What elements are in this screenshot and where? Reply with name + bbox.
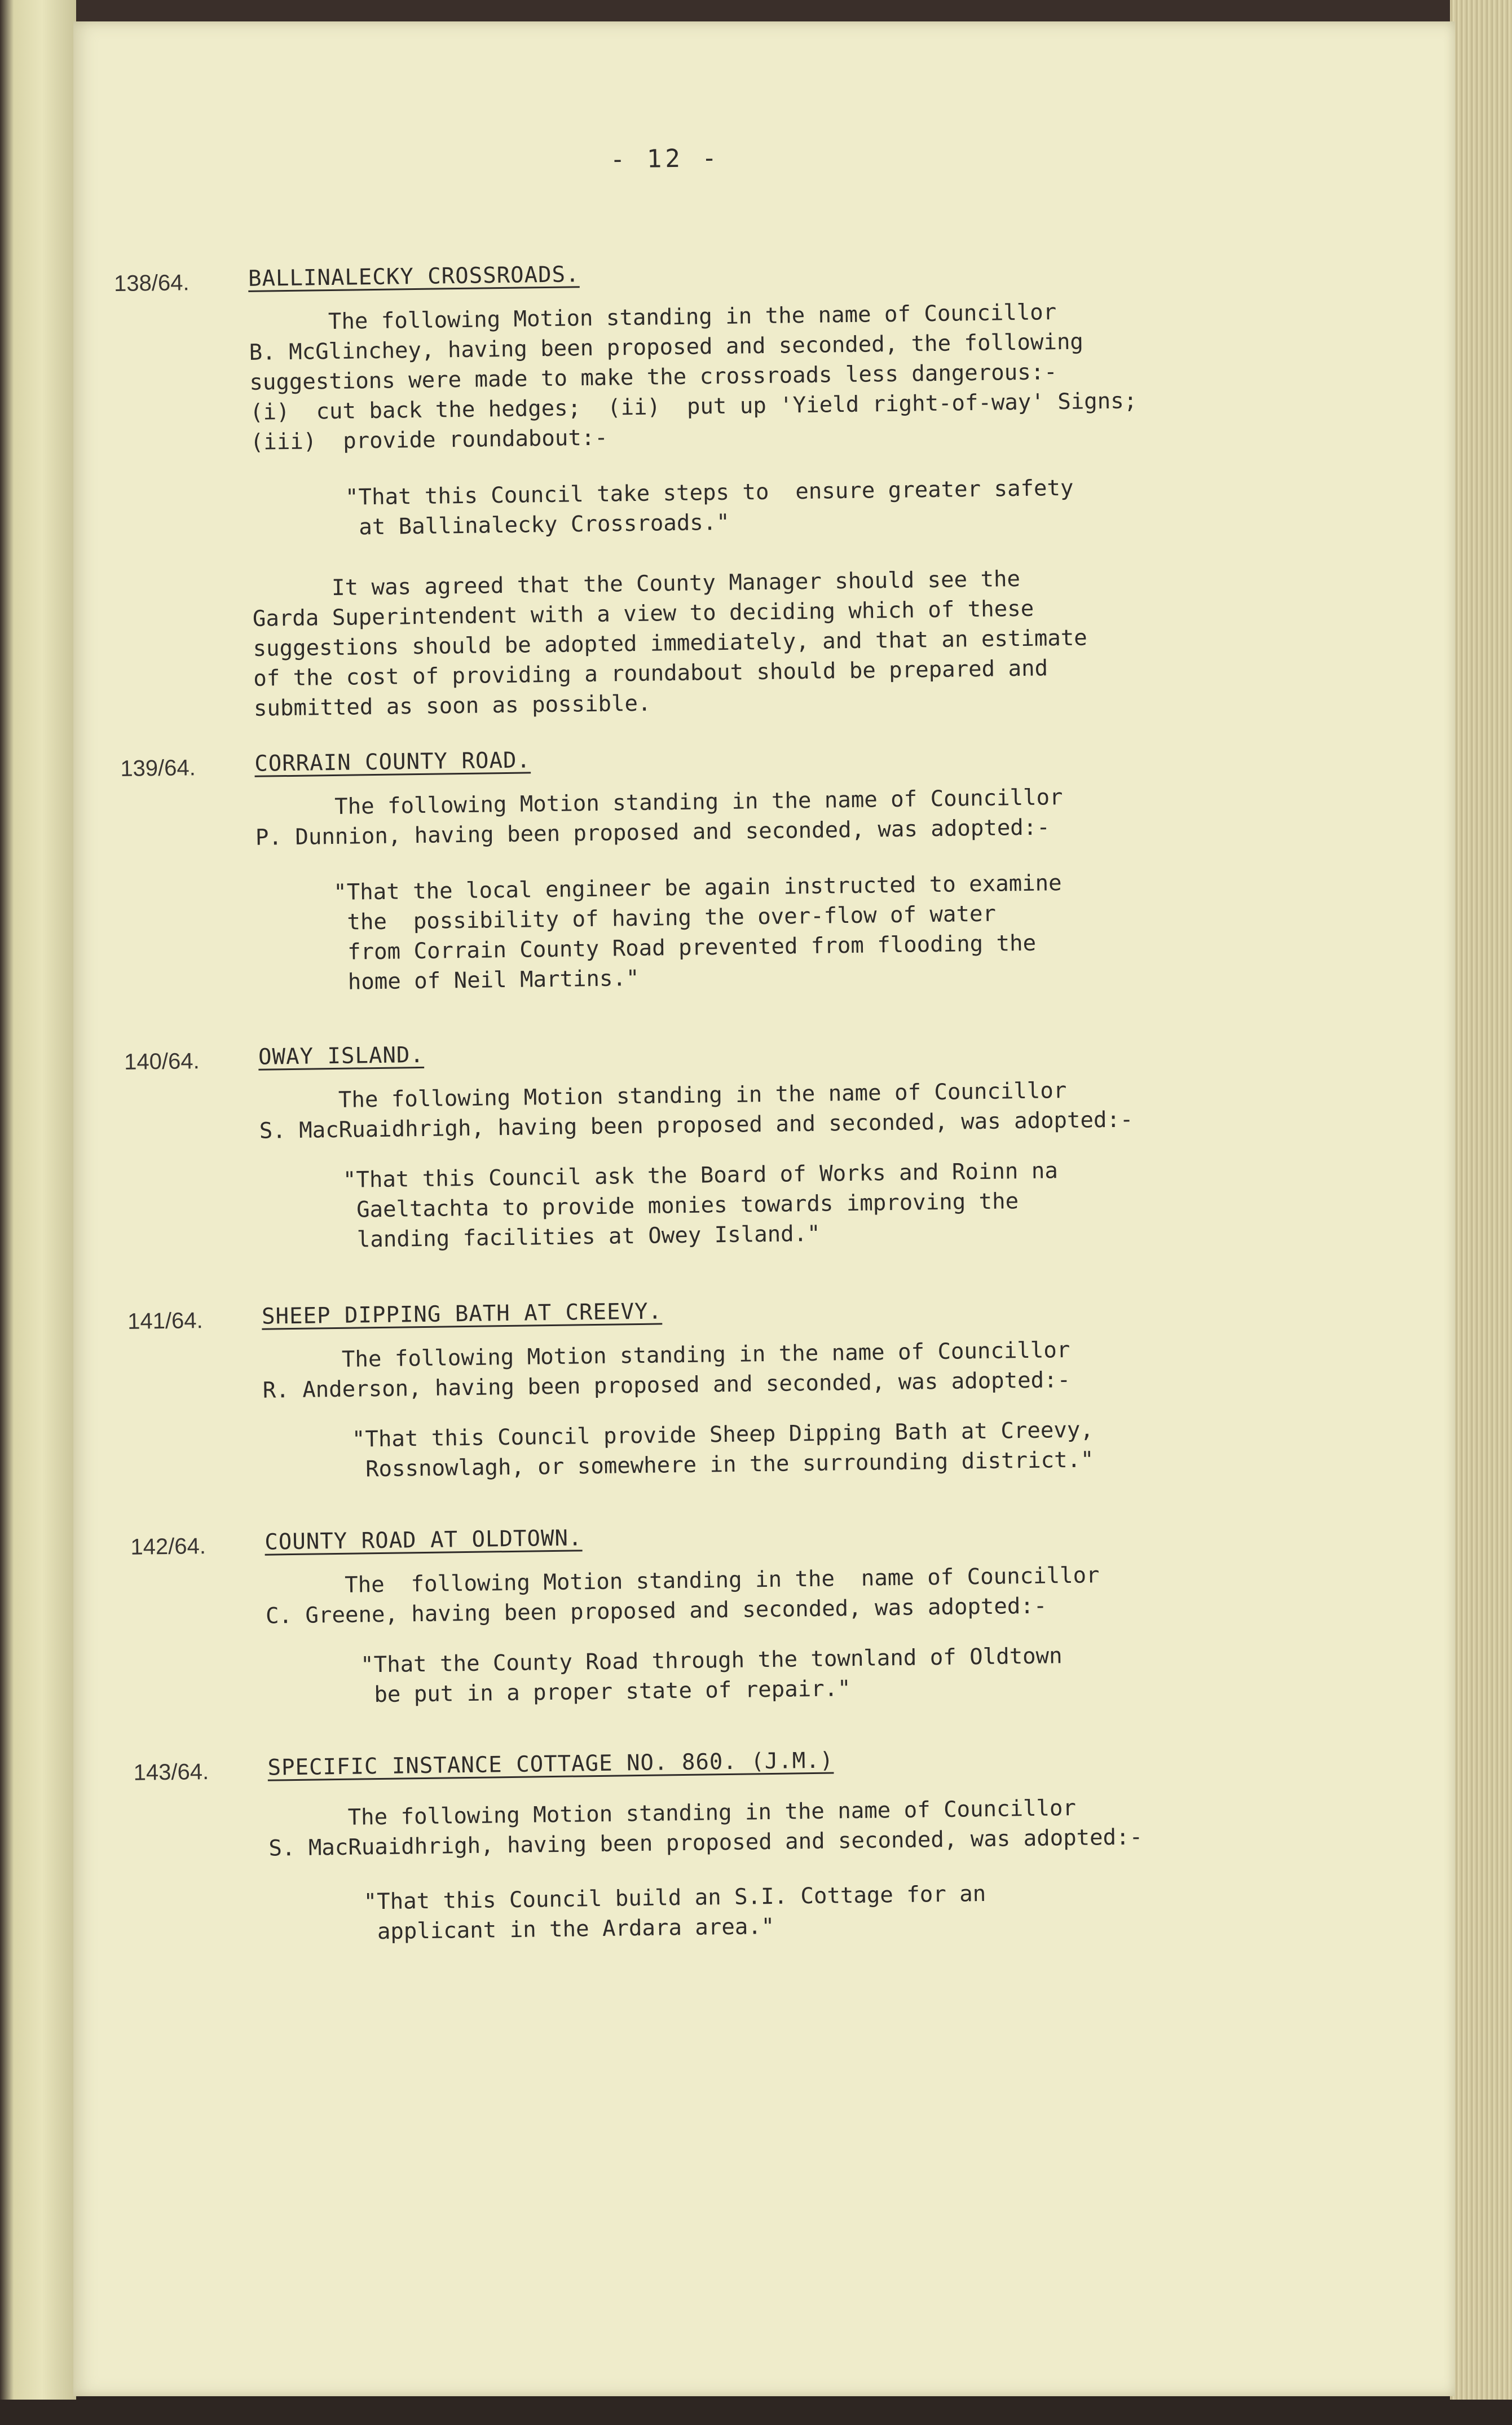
minute-item-138 (113, 256, 1326, 721)
item-number: 142/64. (130, 1534, 206, 1560)
minute-item-140 (124, 1034, 1337, 1253)
motion-text: "That the County Road through the townland of Oldtown be put in a proper state of repair." (360, 1643, 1063, 1708)
motion-intro: The following Motion standing in the name of Councillor R. Anderson, having been proposed and seconded, was adopted:- (262, 1337, 1071, 1403)
motion-intro: The following Motion standing in the name of Councillor S. MacRuaidhrigh, having been proposed and seconded, was adopted:- (258, 1078, 1134, 1144)
motion-intro: The following Motion standing in the name of Councillor P. Dunnion, having been proposed and seconded, was adopted:- (255, 785, 1063, 851)
scan-bottom-edge (0, 2400, 1512, 2425)
motion-text: "That this Council provide Sheep Dipping Bath at Creevy, Rossnowlagh, or somewhere in the surrounding district." (351, 1417, 1094, 1482)
item-title: CORRAIN COUNTY ROAD. (254, 747, 531, 777)
motion-intro: The following Motion standing in the name of Councillor S. MacRuaidhrigh, having been proposed and seconded, was adopted:- (268, 1795, 1143, 1861)
item-number: 143/64. (133, 1759, 209, 1785)
document-page (73, 21, 1455, 2396)
item-title: SHEEP DIPPING BATH AT CREEVY. (261, 1299, 663, 1330)
item-title: BALLINALECKY CROSSROADS. (248, 262, 580, 292)
motion-intro: The following Motion standing in the name of Councillor B. McGlinchey, having been proposed and seconded, the following suggestions were made to make the crossroads less dangerous:- (i) cut back the hedges; (ii) put up 'Yield right-of-way' Signs; (iii) provide roundabout:- (248, 300, 1138, 455)
item-title: SPECIFIC INSTANCE COTTAGE NO. 860. (J.M.) (267, 1748, 834, 1781)
motion-text: "That this Council build an S.I. Cottage for an applicant in the Ardara area." (363, 1881, 986, 1945)
motion-text: "That this Council take steps to ensure greater safety at Ballinalecky Crossroads." (345, 475, 1074, 540)
page-number: - 12 - (610, 143, 721, 174)
item-number: 139/64. (120, 755, 196, 781)
motion-text: "That the local engineer be again instructed to examine the possibility of having the over-flow of water from Corrain County Road prevented from flooding the home of Neil Martins." (333, 870, 1062, 995)
motion-text: "That this Council ask the Board of Works and Roinn na Gaeltachta to provide monies towards improving the landing facilities at Owey Island." (342, 1158, 1059, 1253)
minute-item-143 (133, 1745, 1346, 1945)
motion-intro: The following Motion standing in the name of Councillor C. Greene, having been proposed and seconded, was adopted:- (265, 1563, 1100, 1629)
item-number: 140/64. (124, 1049, 200, 1075)
book-spine (0, 0, 76, 2425)
item-title: OWAY ISLAND. (258, 1042, 425, 1070)
resolution-text: It was agreed that the County Manager should see the Garda Superintendent with a view to deciding which of these suggestions should be adopted immediately, and that an estimate of the cost of providing a roundabout should be prepared and submitted as soon as possible. (252, 566, 1088, 721)
minute-item-142 (130, 1519, 1343, 1708)
item-number: 141/64. (127, 1308, 203, 1334)
item-title: COUNTY ROAD AT OLDTOWN. (265, 1525, 583, 1555)
item-number: 138/64. (113, 270, 189, 296)
minute-item-139 (120, 741, 1333, 995)
minute-item-141 (127, 1293, 1340, 1482)
document-content (71, 6, 1484, 2398)
